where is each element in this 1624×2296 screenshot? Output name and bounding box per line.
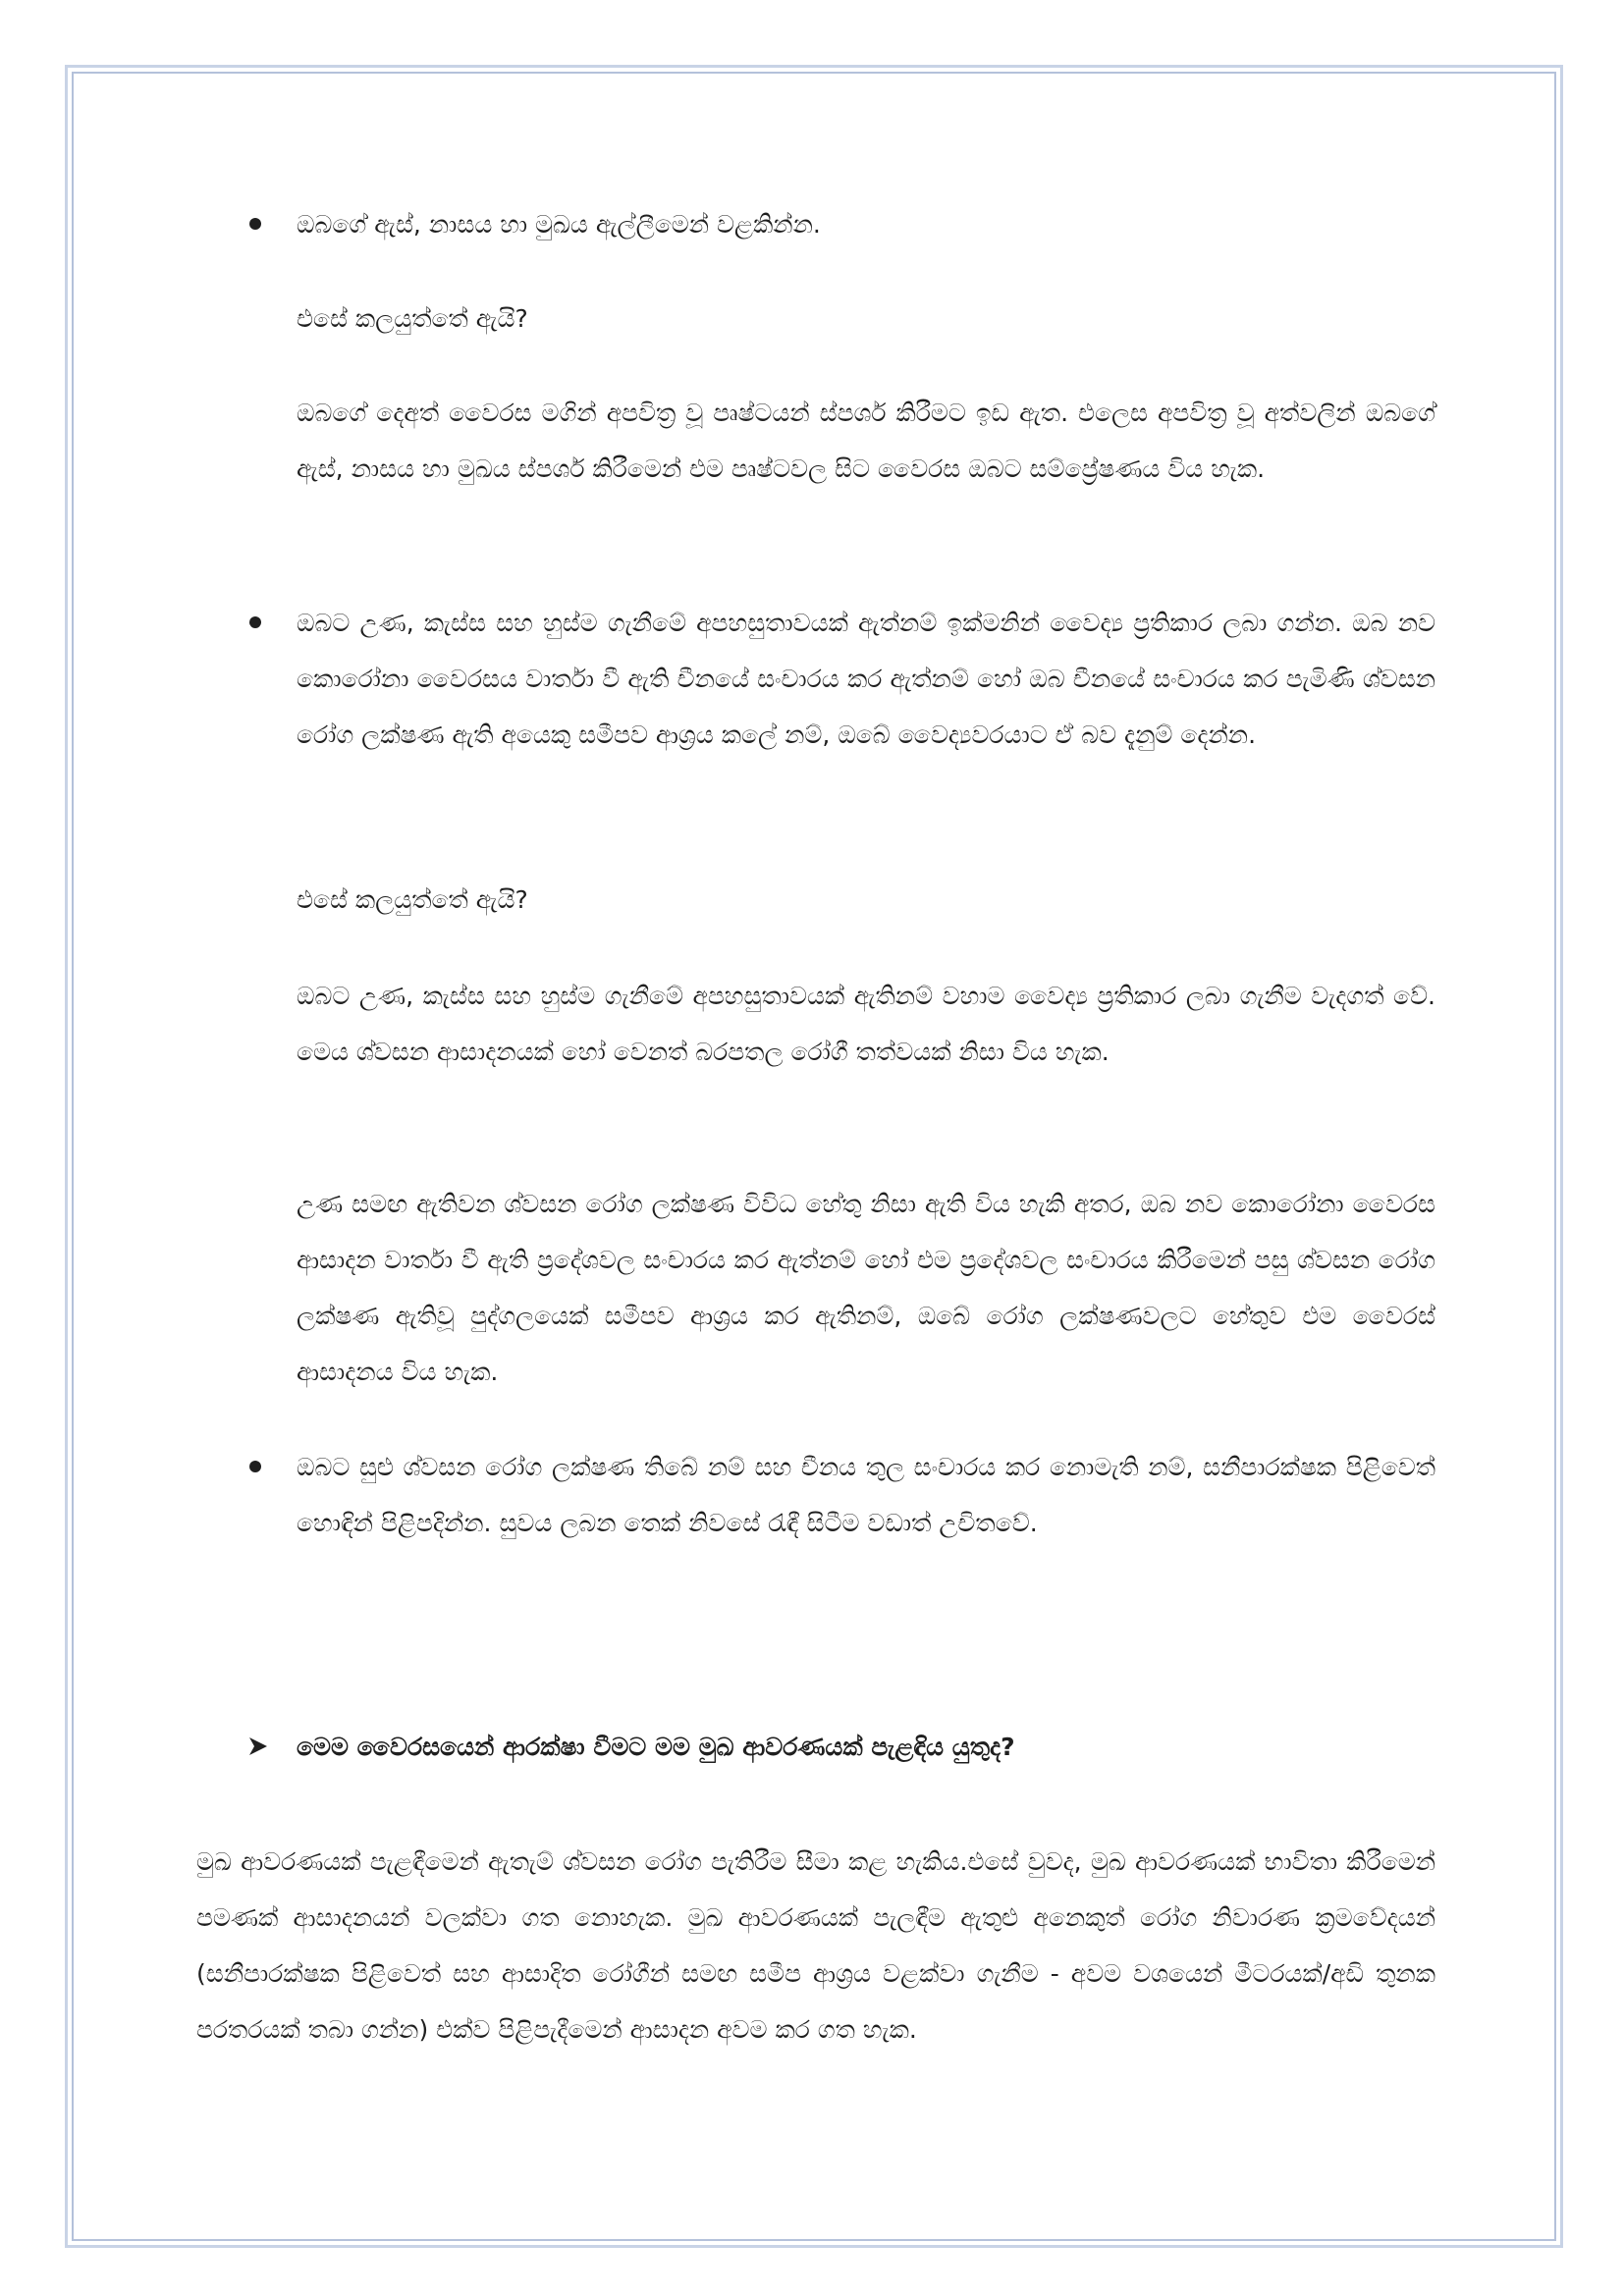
- bullet-icon: [249, 616, 261, 628]
- why-heading: එසේ කලයුත්තේ ඇයි?: [297, 885, 528, 914]
- why-answer-paragraph: ඔබට උණ, කැස්ස සහ හුස්ම ගැනීමේ අපහසුතාවයක් ඇතිනම් වහාම වෛද්‍ය ප්‍රතිකාර ලබා ගැනීම වැදගත් වේ. මෙය ශ්වසන ආසාදනයක් හෝ වෙනත් බරපතල රෝගී තත්වයක් නිසා විය හැක.: [297, 982, 1435, 1066]
- section-heading-face-mask: මෙම වෛරසයෙන් ආරක්ෂා වීමට මම මුඛ ආවරණයක් පැළඳිය යුතුද?: [297, 1733, 1015, 1761]
- why-answer-paragraph: උණ සමඟ ඇතිවන ශ්වසන රෝග ලක්ෂණ විවිධ හේතු නිසා ඇති විය හැකි අතර, ඔබ නව කොරෝනා වෛරස ආසාදන වාර්තා වී ඇති ප්‍රදේශවල සංචාරය කර ඇත්නම් හෝ එම ප්‍රදේශවල සංචාරය කිරීමෙන් පසු ශ්වසන රෝග ලක්ෂණ ඇතිවූ පුද්ගලයෙක් සමීපව ආශ්‍රය කර ඇතිනම්, ඔබේ රෝග ලක්ෂණවලට හේතුව එම වෛරස් ආසාදනය විය හැක.: [297, 1190, 1435, 1386]
- bullet-text-seek-medical-care: ඔබට උණ, කැස්ස සහ හුස්ම ගැනීමේ අපහසුතාවයක් ඇත්නම් ඉක්මනින් වෛද්‍ය ප්‍රතිකාර ලබා ගන්න. ඔබ නව කොරෝනා වෛරසය වාර්තා වී ඇති චීනයේ සංචාරය කර ඇත්නම් හෝ ඔබ චීනයේ සංචාරය කර පැමිණි ශ්වසන රෝග ලක්ෂණ ඇති අයෙකු සමීපව ආශ්‍රය කලේ නම්, ඔබේ වෛද්‍යවරයාට ඒ බව දැනුම් දෙන්න.: [297, 609, 1435, 749]
- arrow-bullet-icon: [247, 1735, 269, 1757]
- why-answer-paragraph: ඔබගේ දෙඅත් වෛරස මගින් අපවිත්‍ර වූ පෘෂ්ටයන් ස්පර්ශ කිරීමට ඉඩ ඇත. එලෙස අපවිත්‍ර වූ අත්වලින් ඔබගේ ඇස්, නාසය හා මුඛය ස්පර්ශ කිරීමෙන් එම පෘෂ්ටවල සිට වෛරස ඔබට සම්ප්‍රේෂණය විය හැක.: [297, 399, 1435, 483]
- bullet-icon: [249, 1461, 261, 1472]
- bullet-text-avoid-touching-face: ඔබගේ ඇස්, නාසය හා මුඛය ඇල්ලීමෙන් වළකින්න.: [297, 210, 821, 239]
- section-paragraph: මුඛ ආවරණයක් පැළඳීමෙන් ඇතැම් ශ්වසන රෝග පැතිරීම සීමා කළ හැකිය.එසේ වුවද, මුඛ ආවරණයක් භාවිතා කිරීමෙන් පමණක් ආසාදනයන් වලක්වා ගත නොහැක. මුඛ ආවරණයක් පැලඳීම ඇතුළු අනෙකුත් රෝග නිවාරණ ක්‍රමවේදයන් (සනීපාරක්ෂක පිළිවෙත් සහ ආසාදිත රෝගීන් සමඟ සමීප ආශ්‍රය වළක්වා ගැනීම - අවම වශයෙන් මීටරයක්/අඩි තුනක පරතරයක් තබා ගන්න) එක්ව පිළිපැදීමෙන් ආසාදන අවම කර ගත හැක.: [196, 1847, 1435, 2044]
- why-heading: එසේ කලයුත්තේ ඇයි?: [297, 304, 528, 333]
- bullet-icon: [249, 218, 261, 230]
- bullet-text-mild-symptoms: ඔබට සුළු ශ්වසන රෝග ලක්ෂණ තිබේ නම් සහ චීනය තුල සංචාරය කර නොමැති නම්, සනීපාරක්ෂක පිළිවෙත් හොඳින් පිළිපදින්න. සුවය ලබන තෙක් නිවසේ රැඳී සිටීම වඩාත් උචිතවේ.: [297, 1453, 1435, 1537]
